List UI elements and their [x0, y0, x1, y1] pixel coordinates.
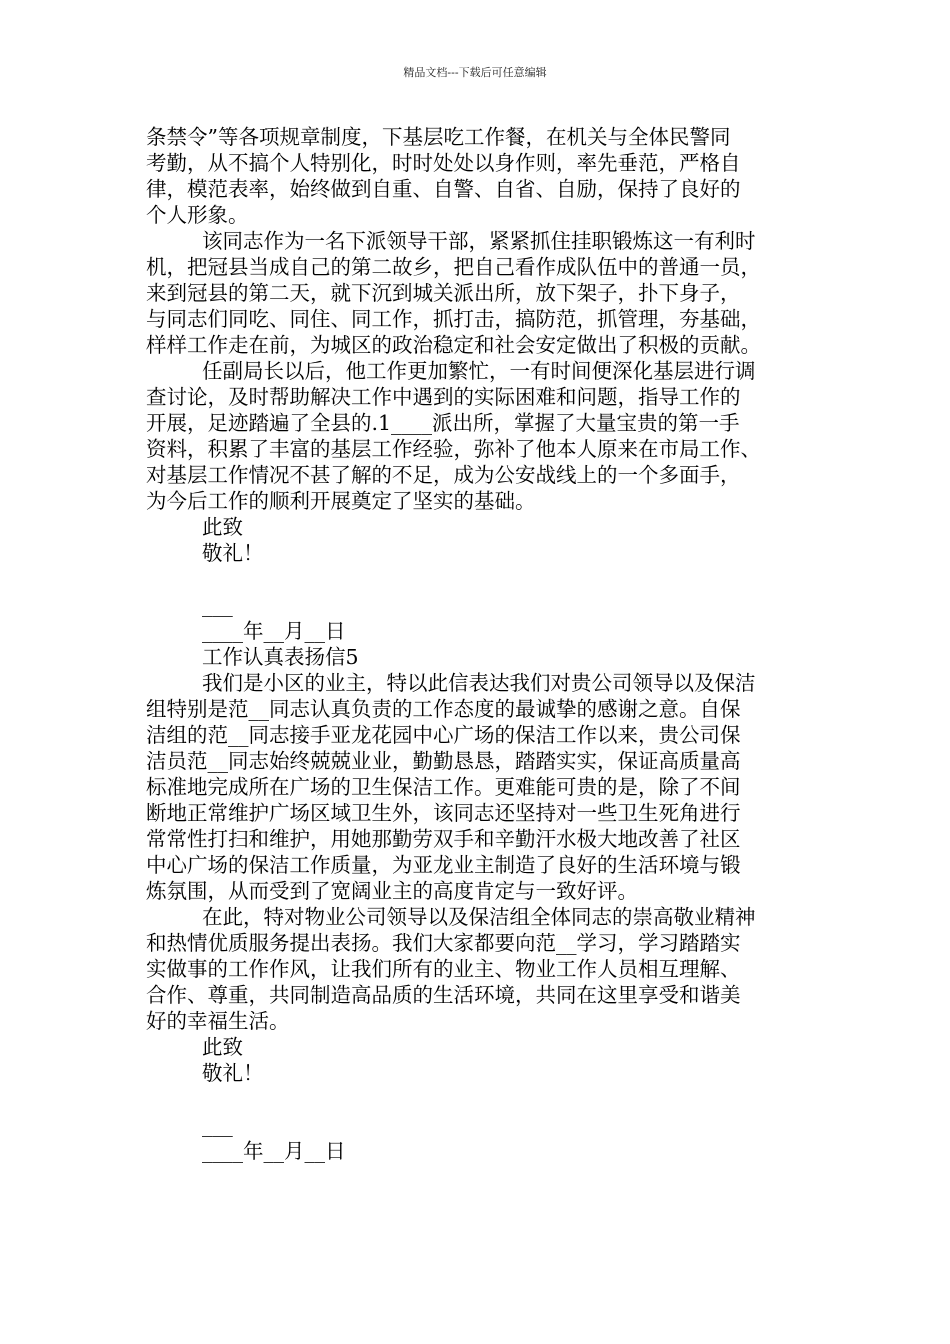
document-body — [146, 124, 826, 1164]
text-line: 条禁令”等各项规章制度，下基层吃工作餐，在机关与全体民警同 — [146, 125, 731, 149]
text-line: 为今后工作的顺利开展奠定了坚实的基础。 — [146, 489, 536, 513]
text-line: ____年__月__日 — [202, 1139, 346, 1163]
text-line: 洁员范__同志始终兢兢业业，勤勤恳恳，踏踏实实，保证高质量高 — [146, 749, 741, 773]
text-line: 该同志作为一名下派领导干部，紧紧抓住挂职锻炼这一有利时 — [202, 229, 756, 253]
text-line: 考勤，从不搞个人特别化，时时处处以身作则，率先垂范，严格自 — [146, 151, 741, 175]
text-line: 开展，足迹踏遍了全县的.1____派出所，掌握了大量宝贵的第一手 — [146, 411, 740, 435]
text-line: 在此，特对物业公司领导以及保洁组全体同志的崇高敬业精神 — [202, 905, 756, 929]
text-line: 任副局长以后，他工作更加繁忙，一有时间便深化基层进行调 — [202, 359, 756, 383]
text-line: 对基层工作情况不甚了解的不足，成为公安战线上的一个多面手， — [146, 463, 741, 487]
text-line: 此致 — [202, 1035, 243, 1059]
text-line: 断地正常维护广场区域卫生外，该同志还坚持对一些卫生死角进行 — [146, 801, 741, 825]
page-header: 精品文档---下载后可任意编辑 — [403, 66, 547, 79]
text-line: 炼氛围，从而受到了宽阔业主的高度肯定与一致好评。 — [146, 879, 638, 903]
text-line: 和热情优质服务提出表扬。我们大家都要向范__学习，学习踏踏实 — [146, 931, 741, 955]
text-line: 此致 — [202, 515, 243, 539]
text-line: 工作认真表扬信5 — [202, 645, 359, 669]
text-line: 我们是小区的业主，特以此信表达我们对贵公司领导以及保洁 — [202, 671, 756, 695]
text-line: 来到冠县的第二天，就下沉到城关派出所，放下架子，扑下身子， — [146, 281, 741, 305]
text-line: 律，模范表率，始终做到自重、自警、自省、自励，保持了良好的 — [146, 177, 741, 201]
text-line: 合作、尊重，共同制造高品质的生活环境，共同在这里享受和谐美 — [146, 983, 741, 1007]
text-line: ___ — [202, 593, 233, 617]
text-line: 机，把冠县当成自己的第二故乡，把自己看作成队伍中的普通一员， — [146, 255, 761, 279]
text-line: 标准地完成所在广场的卫生保洁工作。更难能可贵的是，除了不间 — [146, 775, 741, 799]
text-line: 与同志们同吃、同住、同工作，抓打击，搞防范，抓管理，夯基础， — [146, 307, 761, 331]
text-line: 查讨论，及时帮助解决工作中遇到的实际困难和问题，指导工作的 — [146, 385, 741, 409]
text-line: 组特别是范__同志认真负责的工作态度的最诚挚的感谢之意。自保 — [146, 697, 741, 721]
text-line — [146, 1086, 826, 1112]
text-line: 中心广场的保洁工作质量，为亚龙业主制造了良好的生活环境与锻 — [146, 853, 741, 877]
text-line: 个人形象。 — [146, 203, 249, 227]
text-line: ___ — [202, 1113, 233, 1137]
text-line: 敬礼！ — [202, 541, 264, 565]
text-line: 常常性打扫和维护，用她那勤劳双手和辛勤汗水极大地改善了社区 — [146, 827, 741, 851]
text-line: 洁组的范__同志接手亚龙花园中心广场的保洁工作以来，贵公司保 — [146, 723, 741, 747]
text-line: 样样工作走在前，为城区的政治稳定和社会安定做出了积极的贡献。 — [146, 333, 761, 357]
text-line: 资料，积累了丰富的基层工作经验，弥补了他本人原来在市局工作、 — [146, 437, 761, 461]
text-line: 实做事的工作作风，让我们所有的业主、物业工作人员相互理解、 — [146, 957, 741, 981]
text-line: ____年__月__日 — [202, 619, 346, 643]
text-line: 敬礼！ — [202, 1061, 264, 1085]
text-line — [146, 566, 826, 592]
text-line: 好的幸福生活。 — [146, 1009, 290, 1033]
